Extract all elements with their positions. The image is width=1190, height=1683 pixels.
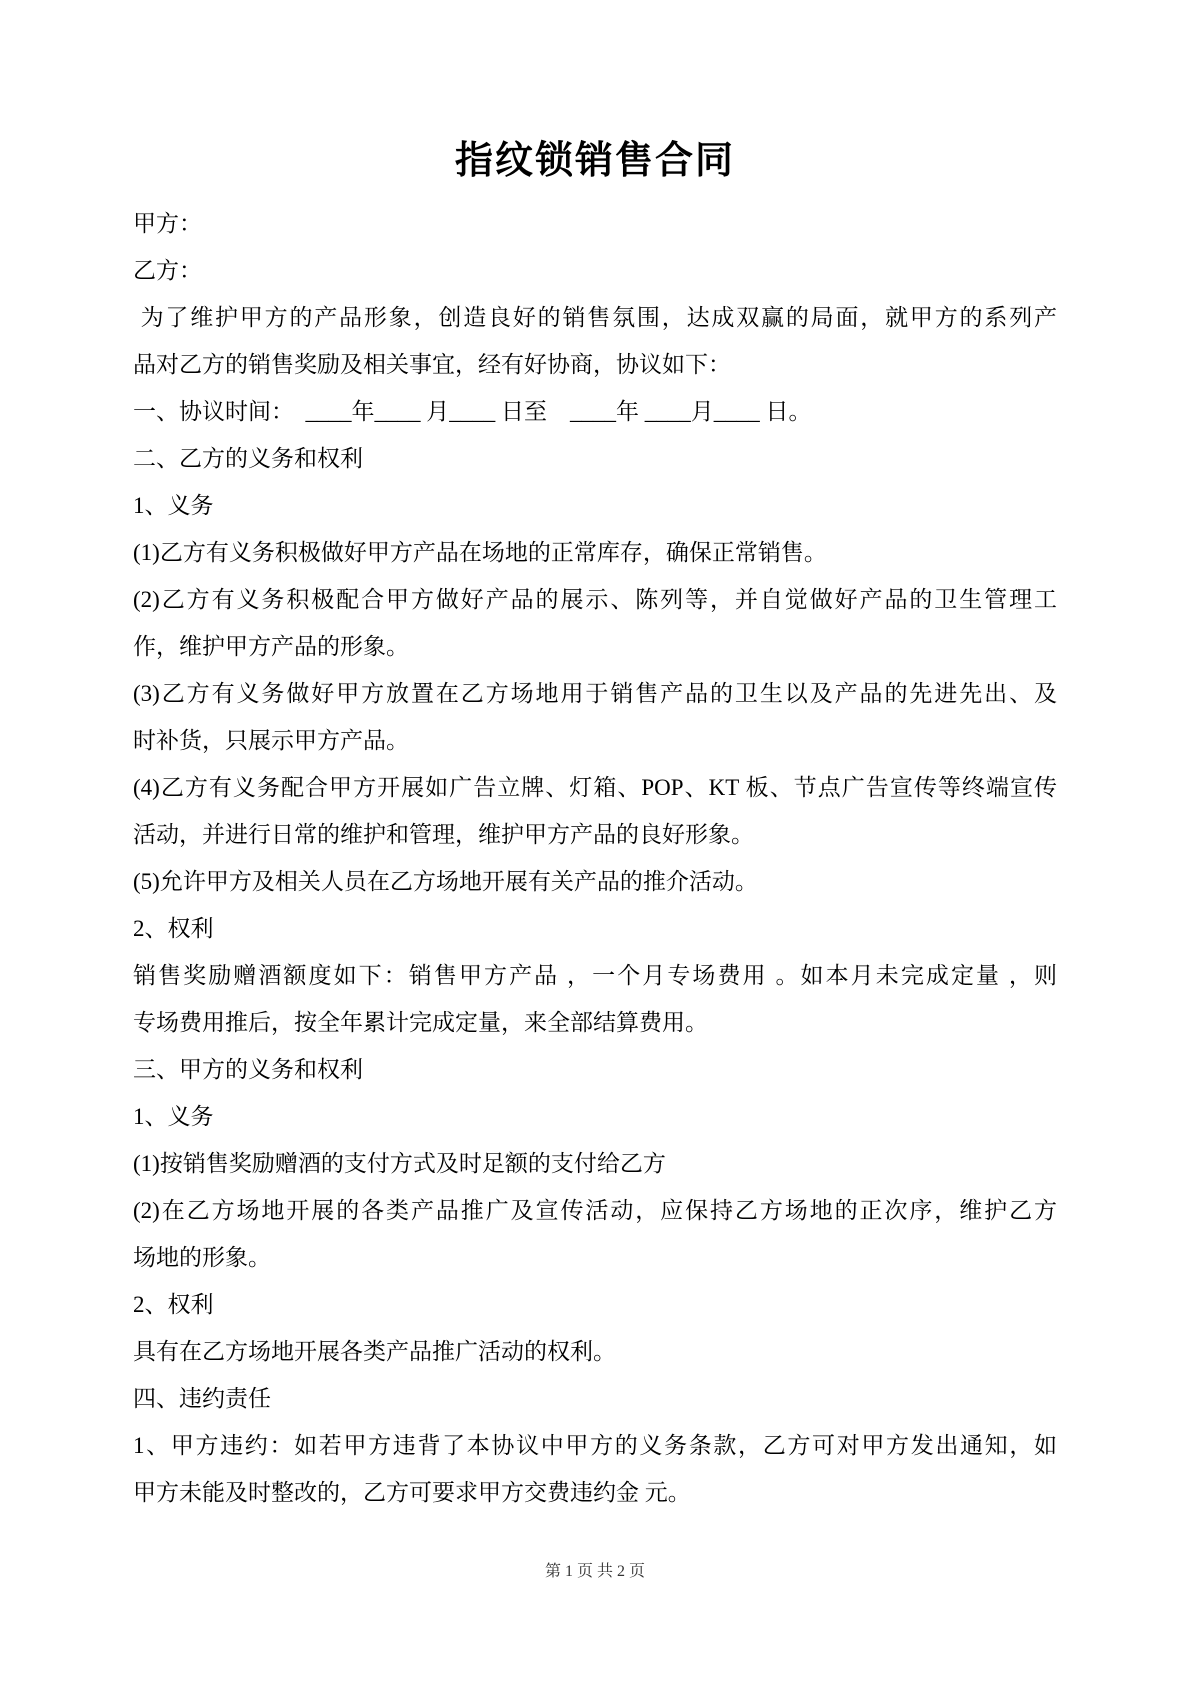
subclause-obligations-heading: 1、义务 xyxy=(133,493,214,518)
obligation-line: (3)乙方有义务做好甲方放置在乙方场地用于销售产品的卫生以及产品的先进先出、及 xyxy=(133,681,1057,706)
rights-line: 专场费用推后，按全年累计完成定量，来全部结算费用。 xyxy=(133,1010,708,1035)
clause-1-agreement-time: 一、协议时间： ____年____ 月____ 日至 ____年 ____月____ 日。 xyxy=(133,399,812,424)
rights-line: 具有在乙方场地开展各类产品推广活动的权利。 xyxy=(133,1339,616,1364)
clause-4-heading: 四、违约责任 xyxy=(133,1386,271,1411)
obligation-line: 时补货，只展示甲方产品。 xyxy=(133,728,409,753)
preamble-line: 为了维护甲方的产品形象，创造良好的销售氛围，达成双赢的局面，就甲方的系列产 xyxy=(133,305,1057,330)
party-b-line: 乙方： xyxy=(133,258,202,283)
obligation-line: (5)允许甲方及相关人员在乙方场地开展有关产品的推介活动。 xyxy=(133,869,758,894)
breach-line: 1、甲方违约：如若甲方违背了本协议中甲方的义务条款，乙方可对甲方发出通知，如 xyxy=(133,1433,1057,1458)
obligation-line: (2)乙方有义务积极配合甲方做好产品的展示、陈列等，并自觉做好产品的卫生管理工 xyxy=(133,587,1057,612)
obligation-line: 活动，并进行日常的维护和管理，维护甲方产品的良好形象。 xyxy=(133,822,754,847)
subclause-obligations-heading: 1、义务 xyxy=(133,1104,214,1129)
breach-line: 甲方未能及时整改的，乙方可要求甲方交费违约金 元。 xyxy=(133,1480,691,1505)
clause-3-heading: 三、甲方的义务和权利 xyxy=(133,1057,363,1082)
obligation-line: 作，维护甲方产品的形象。 xyxy=(133,634,409,659)
clause-2-heading: 二、乙方的义务和权利 xyxy=(133,446,363,471)
preamble-line: 品对乙方的销售奖励及相关事宜，经有好协商，协议如下： xyxy=(133,352,731,377)
subclause-rights-heading: 2、权利 xyxy=(133,1292,214,1317)
contract-body xyxy=(133,200,1057,1516)
page-number: 第 1 页 共 2 页 xyxy=(544,1563,645,1580)
obligation-line: (2)在乙方场地开展的各类产品推广及宣传活动，应保持乙方场地的正次序，维护乙方 xyxy=(133,1198,1057,1223)
rights-line: 销售奖励赠酒额度如下：销售甲方产品 ，一个月专场费用 。如本月未完成定量 ，则 xyxy=(133,963,1057,988)
document-title: 指纹锁销售合同 xyxy=(454,140,735,182)
obligation-line: (1)乙方有义务积极做好甲方产品在场地的正常库存，确保正常销售。 xyxy=(133,540,827,565)
party-a-line: 甲方： xyxy=(133,211,202,236)
obligation-line: 场地的形象。 xyxy=(133,1245,271,1270)
subclause-rights-heading: 2、权利 xyxy=(133,916,214,941)
obligation-line: (1)按销售奖励赠酒的支付方式及时足额的支付给乙方 xyxy=(133,1151,666,1176)
obligation-line: (4)乙方有义务配合甲方开展如广告立牌、灯箱、POP、KT 板、节点广告宣传等终端宣传 xyxy=(133,775,1057,800)
